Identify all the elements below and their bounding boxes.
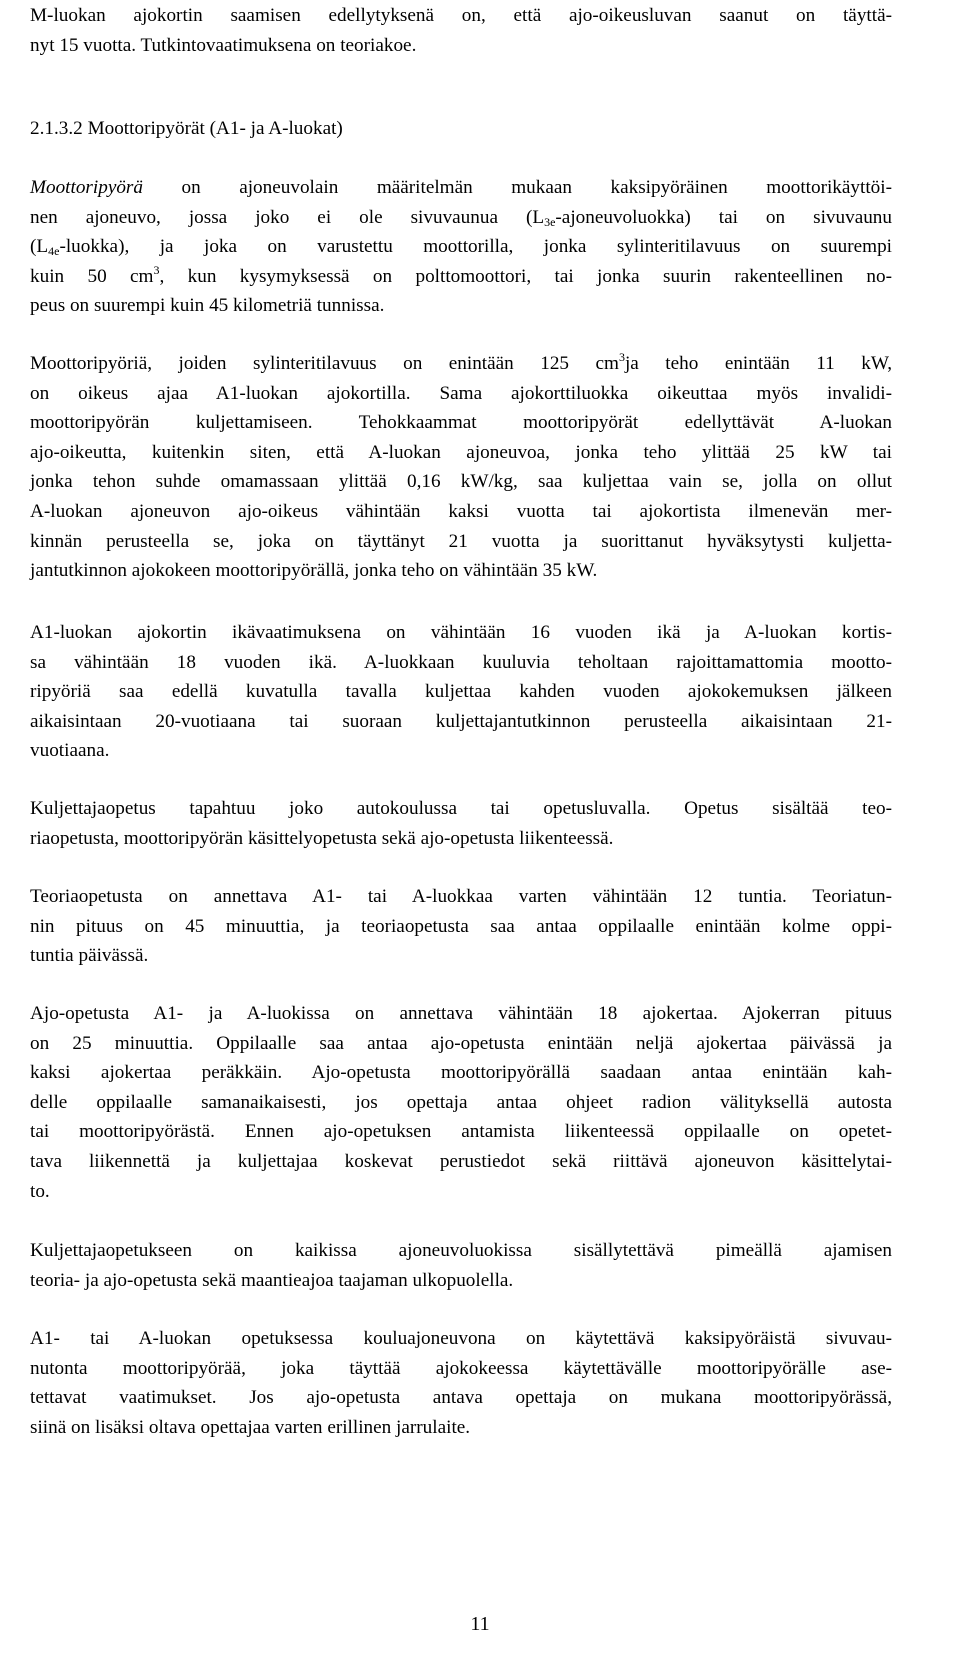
text-line: nin pituus on 45 minuuttia, ja teoriaopetusta saa antaa oppilaalle enintään kolme oppi- [30, 915, 892, 937]
text-line: A1- tai A-luokan opetuksessa kouluajoneuvona on käytettävä kaksipyöräistä sivuvau- [30, 1328, 892, 1349]
paragraph [30, 794, 892, 853]
paragraph [30, 882, 892, 971]
text-line: $(L_{4e}-luokka)$, ja joka on varustettu moottorilla, jonka sylinteritilavuus on suurempi [30, 236, 892, 259]
text-line: jonka tehon suhde omamassaan ylittää 0,16 kW/kg, saa kuljettaa vain se, jolla on ollut [30, 471, 892, 493]
paragraph [30, 349, 892, 586]
section-heading: 2.1.3.2 Moottoripyörät (A1- ja A-luokat) [30, 118, 343, 139]
text-line: Moottoripyörä on ajoneuvolain määritelmän mukaan kaksipyöräinen moottorikäyttöi- [30, 177, 892, 198]
paragraph [30, 1324, 892, 1442]
text-line: kuin 50 $cm^3$, kun kysymyksessä on polttomoottori, tai jonka suurin rakenteellinen no- [30, 262, 892, 287]
text-line: moottoripyörän kuljettamiseen. Tehokkaammat moottoripyörät edellyttävät A-luokan [30, 412, 892, 434]
text-line: nutonta moottoripyörää, joka täyttää ajokokeessa käytettävälle moottoripyörälle ase- [30, 1357, 892, 1379]
text-line: riaopetusta, moottoripyörän käsittelyopetusta sekä ajo-opetusta liikenteessä. [30, 827, 614, 849]
text-line: nen ajoneuvo, jossa joko ei ole sivuvaunua $(L_{3e}-ajoneuvoluokka)$ tai on sivuvaunu [30, 206, 892, 229]
text-line: kaksi ajokertaa peräkkäin. Ajo-opetusta moottoripyörällä saadaan antaa enintään kah- [30, 1062, 892, 1084]
text-line: siinä on lisäksi oltava opettajaa varten erillinen jarrulaite. [30, 1416, 471, 1438]
text-line: Kuljettajaopetukseen on kaikissa ajoneuvoluokissa sisällytettävä pimeällä ajamisen [30, 1240, 892, 1261]
text-line: aikaisintaan 20-vuotiaana tai suoraan kuljettajantutkinnon perusteella aikaisintaan 21- [30, 710, 892, 732]
text-line: Teoriaopetusta on annettava A1- tai A-luokkaa varten vähintään 12 tuntia. Teoriatun- [30, 886, 892, 907]
text-line: tettavat vaatimukset. Jos ajo-opetusta antava opettaja on mukana moottoripyörässä, [30, 1387, 892, 1409]
text-line: vuotiaana. [30, 740, 110, 762]
paragraph [30, 999, 892, 1206]
text-line: teoria- ja ajo-opetusta sekä maantieajoa taajaman ulkopuolella. [30, 1269, 514, 1291]
text-line: nyt 15 vuotta. Tutkintovaatimuksena on teoriakoe. [30, 34, 417, 56]
text-line: ajo-oikeutta, kuitenkin siten, että A-luokan ajoneuvoa, jonka teho ylittää 25 kW tai [30, 441, 892, 463]
text-line: A-luokan ajoneuvon ajo-oikeus vähintään kaksi vuotta tai ajokortista ilmenevän mer- [30, 500, 892, 522]
paragraph [30, 618, 892, 766]
text-line: Moottoripyöriä, joiden sylinteritilavuus on enintään 125 $cm^3ja$ teho enintään 11 kW, [30, 350, 892, 374]
text-line: sa vähintään 18 vuoden ikä. A-luokkaan kuuluvia teholtaan rajoittamattomia mootto- [30, 651, 892, 673]
text-line: tava liikennettä ja kuljettajaa koskevat perustiedot sekä riittävä ajoneuvon käsittelytai- [30, 1150, 892, 1172]
text-line: to. [30, 1180, 50, 1202]
intro-paragraph [30, 1, 892, 60]
text-line: tuntia päivässä. [30, 945, 149, 967]
text-line: kinnän perusteella se, joka on täyttänyt 21 vuotta ja suorittanut hyväksytysti kuljetta- [30, 530, 892, 552]
paragraph [30, 1236, 892, 1295]
text-line: ripyöriä saa edellä kuvatulla tavalla kuljettaa kahden vuoden ajokokemuksen jälkeen [30, 681, 892, 703]
text-line: tai moottoripyörästä. Ennen ajo-opetuksen antamista liikenteessä oppilaalle on opetet- [30, 1121, 892, 1143]
text-line: peus on suurempi kuin 45 kilometriä tunnissa. [30, 295, 385, 317]
text-line: A1-luokan ajokortin ikävaatimuksena on vähintään 16 vuoden ikä ja A-luokan kortis- [30, 622, 892, 643]
text-line: on 25 minuuttia. Oppilaalle saa antaa ajo-opetusta enintään neljä ajokertaa päivässä ja [30, 1032, 892, 1054]
text-line: Kuljettajaopetus tapahtuu joko autokoulussa tai opetusluvalla. Opetus sisältää teo- [30, 798, 892, 819]
term: Moottoripyörä [30, 177, 143, 198]
text-line: Ajo-opetusta A1- ja A-luokissa on annettava vähintään 18 ajokertaa. Ajokerran pituus [30, 1003, 892, 1024]
text-line: on oikeus ajaa A1-luokan ajokortilla. Sama ajokorttiluokka oikeuttaa myös invalidi- [30, 382, 892, 404]
text-line: M-luokan ajokortin saamisen edellytyksenä on, että ajo-oikeusluvan saanut on täyttä- [30, 5, 892, 26]
text-line: delle oppilaalle samanaikaisesti, jos opettaja antaa ohjeet radion välityksellä autosta [30, 1091, 892, 1113]
paragraph [30, 173, 892, 321]
text-line: jantutkinnon ajokokeen moottoripyörällä, jonka teho on vähintään 35 kW. [30, 560, 598, 582]
page-number: 11 [470, 1613, 490, 1635]
